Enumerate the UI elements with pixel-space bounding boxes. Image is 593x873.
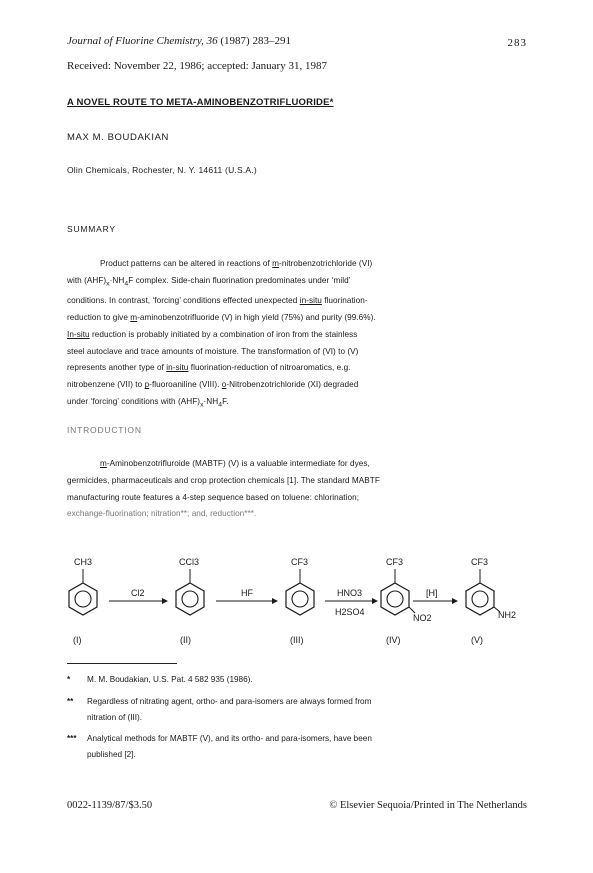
journal-citation — [67, 35, 291, 47]
price-code: 0022-1139/87/$3.50 — [67, 800, 153, 811]
affiliation: Olin Chemicals, Rochester, N. Y. 14611 (U.S.A.) — [67, 165, 257, 175]
group-cf3: CF3 — [386, 557, 404, 567]
label-ii: (II) — [180, 635, 191, 645]
group-no2: NO2 — [413, 613, 432, 623]
reagent-hf: HF — [241, 588, 253, 598]
summary-heading: SUMMARY — [67, 224, 116, 234]
footnote-2: ** Regardless of nitrating agent, ortho- and para-isomers are always formed from nitration of (III). — [67, 697, 372, 722]
author: MAX M. BOUDAKIAN — [67, 132, 169, 143]
footnote-rule — [67, 663, 177, 664]
publisher-notice: © Elsevier Sequoia/Printed in The Netherlands — [329, 800, 527, 811]
group-ch3: CH3 — [74, 557, 93, 567]
group-nh2: NH2 — [498, 610, 517, 620]
group-ccl3: CCl3 — [179, 557, 200, 567]
compound-ii — [176, 557, 204, 645]
footnote-3: *** Analytical methods for MABTF (V), and its ortho- and para-isomers, have been published [2]. — [67, 734, 372, 759]
group-cf3: CF3 — [471, 557, 489, 567]
journal-name: Journal of Fluorine Chemistry, 36 — [67, 35, 218, 47]
reagent-h2so4: H2SO4 — [335, 607, 365, 617]
label-v: (V) — [471, 635, 483, 645]
group-cf3: CF3 — [291, 557, 309, 567]
introduction-heading: INTRODUCTION — [67, 425, 142, 435]
reagent-hno3: HNO3 — [337, 588, 363, 598]
paper-title: A NOVEL ROUTE TO META-AMINOBENZOTRIFLUORIDE* — [67, 97, 334, 108]
compound-v — [466, 557, 516, 645]
reagent-h: [H] — [426, 588, 438, 598]
label-iii: (III) — [290, 635, 304, 645]
received-dates: Received: November 22, 1986; accepted: January 31, 1987 — [67, 60, 327, 72]
label-iv: (IV) — [386, 635, 401, 645]
reaction-scheme — [55, 555, 535, 655]
label-i: (I) — [73, 635, 82, 645]
summary-paragraph: Product patterns can be altered in reactions of m-nitrobenzotrichloride (VI) with $(AHF)_x\cdot NH_4F$ complex. Side-chain fluorination predominates under ‘mild’ conditions. In contrast, ‘forcing’ conditions effected unexpected in-situ fluorination- reduction to give m-aminobenzotrifluoride (V) in high yield (75%) and purity (99.6%). In-situ reduction is probably initiated by a combination of iron from the stainless steel autoclave and trace amounts of moisture. The transformation of (VI) to (V) represents another type of in-situ fluorination-reduction of nitroaromatics, e.g. nitrobenzene (VII) to p-fluoroaniline (VIII). o-Nitrobenzotrichloride (XI) degraded under ‘forcing’ conditions with $(AHF)_x\cdot NH_4F$. — [67, 259, 376, 409]
reagent-cl2: Cl2 — [131, 588, 145, 598]
footnote-1: * M. M. Boudakian, U.S. Pat. 4 582 935 (1986). — [67, 675, 253, 684]
compound-iii — [286, 557, 314, 645]
compound-i — [69, 557, 97, 645]
journal-pages: (1987) 283–291 — [217, 35, 291, 47]
introduction-paragraph: m-Aminobenzotrifluroide (MABTF) (V) is a valuable intermediate for dyes, germicides, pharmaceuticals and crop protection chemicals [1]. The standard MABTF manufacturing route features a 4-step sequence based on toluene: chlorination; exchange-fluorination; nitration**; and, reduction***. — [67, 459, 380, 519]
page-number: 283 — [507, 37, 527, 49]
